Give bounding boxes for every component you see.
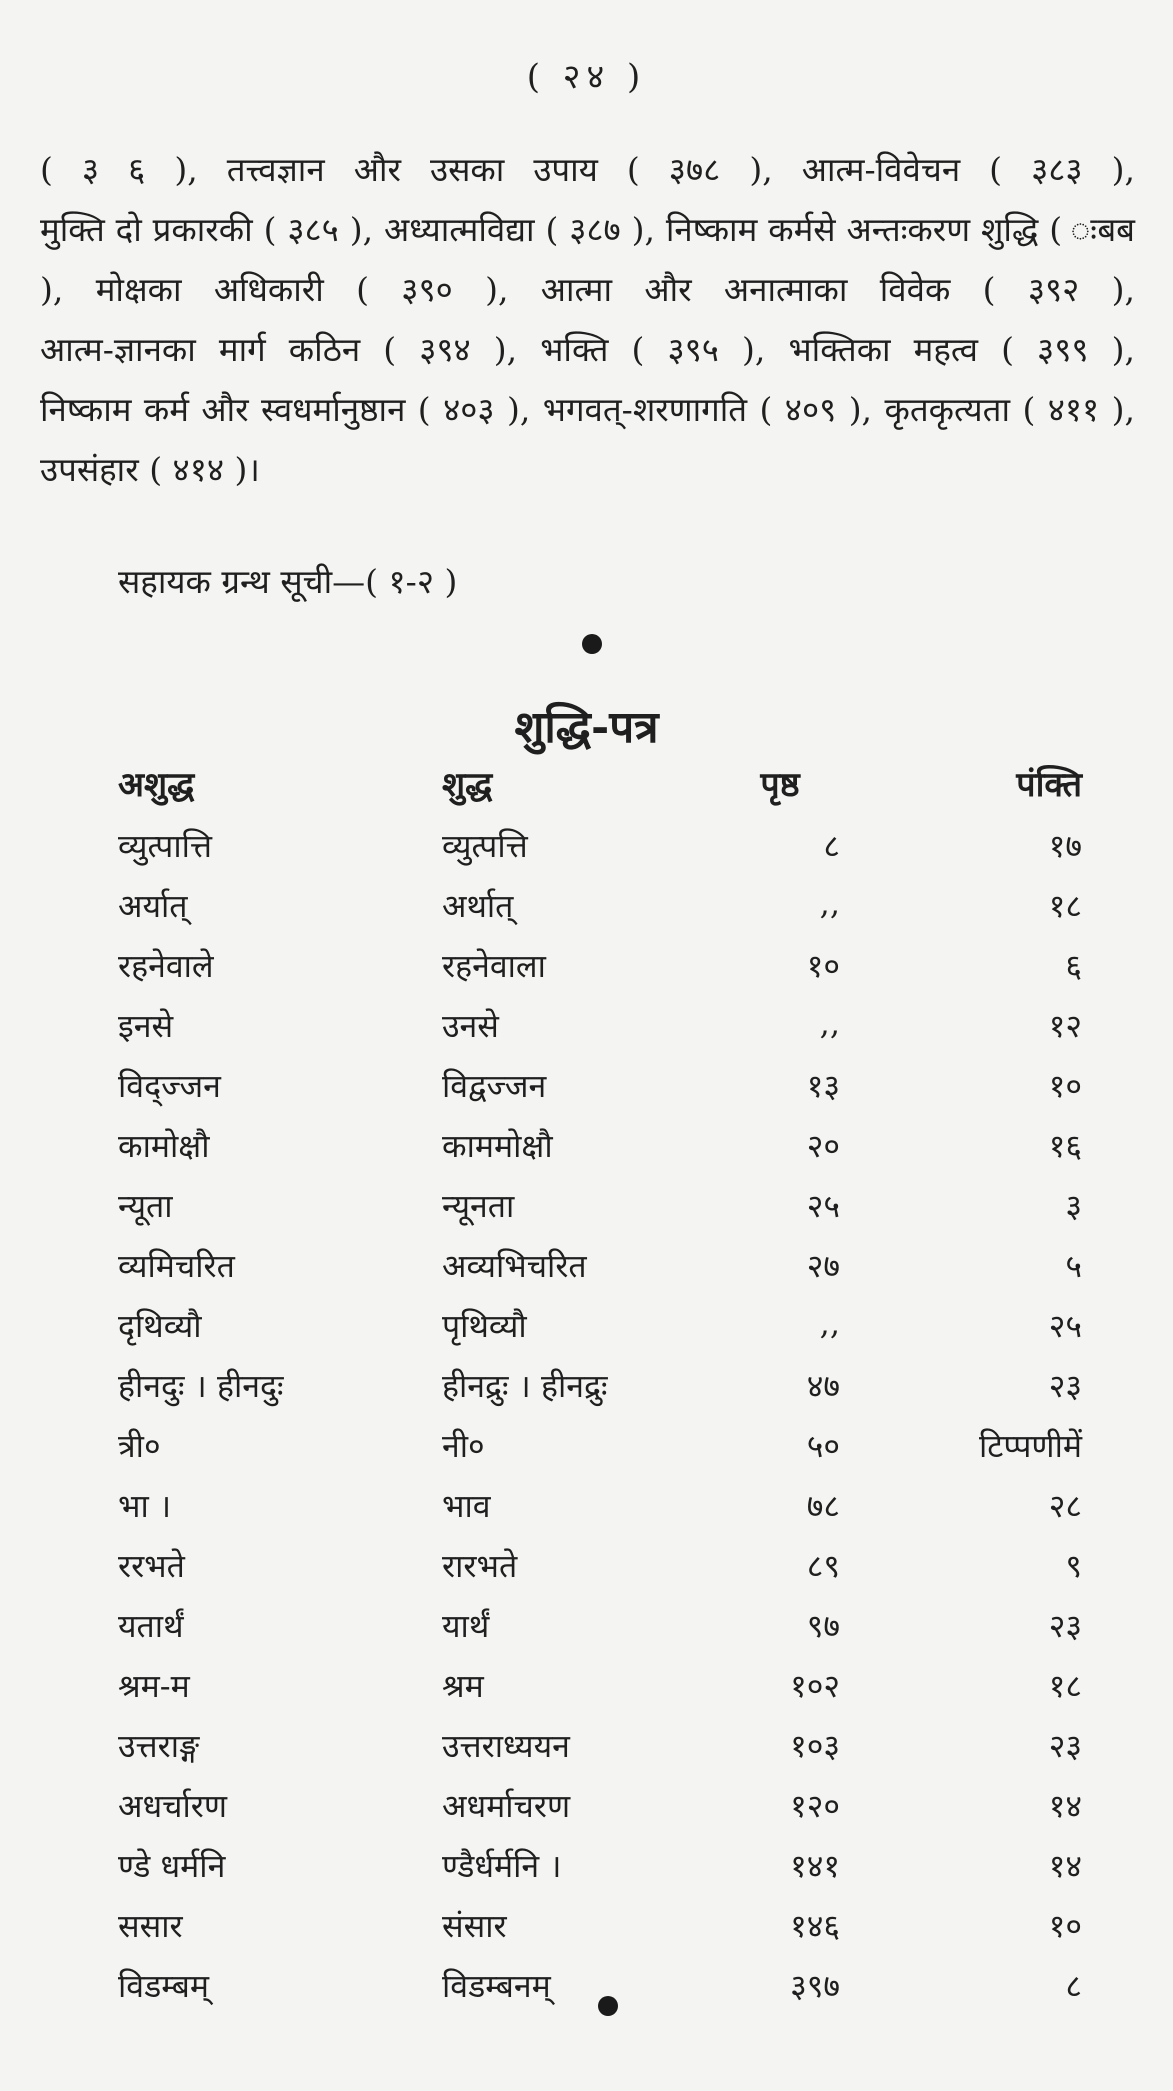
errata-page-cell: ८: [823, 827, 840, 865]
errata-correct-cell: भाव: [442, 1487, 491, 1525]
errata-page-cell: ९७: [806, 1607, 840, 1645]
contents-entry: आत्म-ज्ञानका मार्ग कठिन ( ३९४ ),: [40, 330, 518, 369]
errata-line-cell: ८: [1065, 1967, 1082, 2005]
errata-page-cell: १२०: [790, 1787, 840, 1825]
errata-line-cell: १०: [1048, 1907, 1082, 1945]
errata-page-cell: ७८: [806, 1487, 840, 1525]
errata-page-cell: ,,: [819, 1304, 840, 1342]
errata-correct-cell: पृथिव्यौ: [442, 1307, 527, 1345]
errata-wrong-cell: अर्यात्: [118, 887, 188, 925]
errata-wrong-cell: व्यमिचरित: [118, 1247, 235, 1285]
errata-row: [0, 1476, 1173, 1536]
errata-wrong-cell: त्री०: [118, 1427, 161, 1465]
errata-wrong-cell: इनसे: [118, 1007, 174, 1045]
errata-line-cell: ६: [1065, 947, 1082, 985]
errata-wrong-cell: व्युत्पात्ति: [118, 827, 213, 865]
contents-entry: उपसंहार ( ४१४ )।: [40, 450, 260, 489]
header-page: पृष्ठ: [760, 765, 800, 805]
errata-row: [0, 1176, 1173, 1236]
errata-page-cell: १०: [806, 947, 840, 985]
errata-line-cell: २५: [1048, 1307, 1082, 1345]
reference-list-line: सहायक ग्रन्थ सूची—( १-२ ): [118, 562, 458, 601]
errata-correct-cell: विद्वज्जन: [442, 1067, 547, 1105]
errata-line-cell: १०: [1048, 1067, 1082, 1105]
errata-row: [0, 1896, 1173, 1956]
errata-table: [0, 816, 1173, 2016]
errata-wrong-cell: कामोक्षौ: [118, 1127, 210, 1165]
errata-page-cell: ३९७: [790, 1967, 840, 2005]
errata-page-cell: २०: [806, 1127, 840, 1165]
contents-entry: भक्ति ( ३९५ ),: [540, 330, 766, 369]
errata-row: [0, 1416, 1173, 1476]
errata-row: [0, 1596, 1173, 1656]
errata-correct-cell: हीनद्रुः । हीनद्रुः: [442, 1367, 608, 1405]
errata-correct-cell: अव्यभिचरित: [442, 1247, 587, 1285]
contents-entry: निष्काम कर्म और स्वधर्मानुष्ठान ( ४०३ ),: [40, 390, 531, 429]
errata-correct-cell: उत्तराध्ययन: [442, 1727, 570, 1765]
contents-entry: अध्यात्मविद्या ( ३८७ ),: [384, 210, 655, 249]
errata-page-cell: २७: [806, 1247, 840, 1285]
errata-correct-cell: श्रम: [442, 1667, 484, 1705]
errata-line-cell: २३: [1048, 1727, 1082, 1765]
errata-correct-cell: रारभते: [442, 1547, 518, 1585]
errata-line-cell: २३: [1048, 1607, 1082, 1645]
errata-line-cell: ९: [1065, 1547, 1082, 1585]
errata-correct-cell: विडम्बनम्: [442, 1967, 551, 2005]
errata-wrong-cell: दृथिव्यौ: [118, 1307, 202, 1345]
errata-line-cell: १६: [1048, 1127, 1082, 1165]
errata-page-cell: २५: [806, 1187, 840, 1225]
errata-correct-cell: ण्डैर्धर्मनि ।: [442, 1847, 562, 1885]
contents-entry: आत्म-विवेचन ( ३८३ ),: [801, 150, 1135, 189]
errata-wrong-cell: विद्ज्जन: [118, 1067, 221, 1105]
errata-wrong-cell: श्रम-म: [118, 1667, 190, 1705]
errata-line-cell: ५: [1065, 1247, 1082, 1285]
errata-row: [0, 1776, 1173, 1836]
errata-correct-cell: काममोक्षौ: [442, 1127, 553, 1165]
errata-row: [0, 996, 1173, 1056]
header-wrong: अशुद्ध: [118, 765, 195, 805]
errata-wrong-cell: रहनेवाले: [118, 947, 214, 985]
errata-line-cell: १२: [1048, 1007, 1082, 1045]
errata-page-cell: ५०: [806, 1427, 840, 1465]
errata-row: [0, 1956, 1173, 2016]
errata-correct-cell: यार्थं: [442, 1607, 490, 1645]
contents-entry: ( ३ ६ ), तत्त्वज्ञान और उसका उपाय ( ३७८ ),: [40, 150, 773, 189]
errata-correct-cell: अधर्माचरण: [442, 1787, 571, 1825]
errata-wrong-cell: भा ।: [118, 1487, 172, 1525]
errata-wrong-cell: हीनदुः । हीनदुः: [118, 1367, 284, 1405]
contents-entry: मुक्ति दो प्रकारकी ( ३८५ ),: [40, 210, 374, 249]
errata-line-cell: २८: [1048, 1487, 1082, 1525]
contents-entry: मोक्षका अधिकारी ( ३९० ),: [95, 270, 509, 309]
separator-dot: [598, 1996, 618, 2016]
contents-paragraph: [40, 140, 1135, 500]
errata-row: [0, 1656, 1173, 1716]
errata-title: शुद्धि-पत्र: [514, 702, 659, 753]
errata-row: [0, 1116, 1173, 1176]
errata-page-cell: ८९: [806, 1547, 840, 1585]
errata-wrong-cell: ररभते: [118, 1547, 185, 1585]
errata-wrong-cell: अधर्चारण: [118, 1787, 227, 1825]
errata-row: [0, 1056, 1173, 1116]
errata-page-cell: १३: [806, 1067, 840, 1105]
errata-line-cell: १४: [1048, 1847, 1082, 1885]
errata-line-cell: १७: [1048, 827, 1082, 865]
errata-wrong-cell: ण्डे धर्मनि: [118, 1847, 226, 1885]
errata-line-cell: टिप्पणीमें: [978, 1427, 1082, 1465]
header-correct: शुद्ध: [442, 765, 493, 805]
header-line: पंक्ति: [1016, 765, 1082, 805]
separator-dot: [582, 634, 602, 654]
contents-entry: आत्मा और अनात्माका विवेक ( ३९२ ),: [540, 270, 1135, 309]
errata-row: [0, 816, 1173, 876]
errata-row: [0, 1356, 1173, 1416]
contents-entry: निष्काम कर्मसे अन्तःकरण शुद्धि ( ःबब ),: [40, 210, 1136, 309]
errata-correct-cell: रहनेवाला: [442, 947, 546, 985]
errata-page-cell: १४६: [790, 1907, 840, 1945]
errata-row: [0, 876, 1173, 936]
errata-line-cell: १८: [1048, 1667, 1082, 1705]
errata-wrong-cell: विडम्बम्: [118, 1967, 210, 2005]
errata-row: [0, 1296, 1173, 1356]
errata-correct-cell: उनसे: [442, 1007, 499, 1045]
page-number: ( २४ ): [526, 57, 647, 97]
errata-correct-cell: संसार: [442, 1907, 507, 1945]
errata-page-cell: ,,: [819, 1004, 840, 1042]
errata-page-cell: ४७: [806, 1367, 840, 1405]
contents-entry: कृतकृत्यता ( ४११ ),: [884, 390, 1135, 429]
errata-line-cell: ३: [1065, 1187, 1082, 1225]
errata-header: [0, 760, 1173, 808]
errata-row: [0, 1536, 1173, 1596]
contents-entry: भक्तिका महत्व ( ३९९ ),: [788, 330, 1135, 369]
errata-row: [0, 1716, 1173, 1776]
errata-correct-cell: नी०: [442, 1427, 485, 1465]
errata-wrong-cell: उत्तराङ्ग: [118, 1727, 200, 1765]
errata-page-cell: १४१: [790, 1847, 840, 1885]
contents-entry: भगवत्-शरणागति ( ४०९ ),: [542, 390, 873, 429]
errata-wrong-cell: ससार: [118, 1907, 183, 1945]
errata-line-cell: २३: [1048, 1367, 1082, 1405]
errata-row: [0, 1236, 1173, 1296]
errata-correct-cell: अर्थात्: [442, 887, 514, 925]
errata-row: [0, 1836, 1173, 1896]
errata-page-cell: १०२: [790, 1667, 840, 1705]
errata-wrong-cell: न्यूता: [118, 1187, 173, 1225]
errata-line-cell: १४: [1048, 1787, 1082, 1825]
errata-correct-cell: न्यूनता: [442, 1187, 515, 1225]
errata-wrong-cell: यतार्थं: [118, 1607, 184, 1645]
errata-line-cell: १८: [1048, 887, 1082, 925]
errata-page-cell: १०३: [790, 1727, 840, 1765]
errata-correct-cell: व्युत्पत्ति: [442, 827, 528, 865]
errata-row: [0, 936, 1173, 996]
errata-page-cell: ,,: [819, 884, 840, 922]
